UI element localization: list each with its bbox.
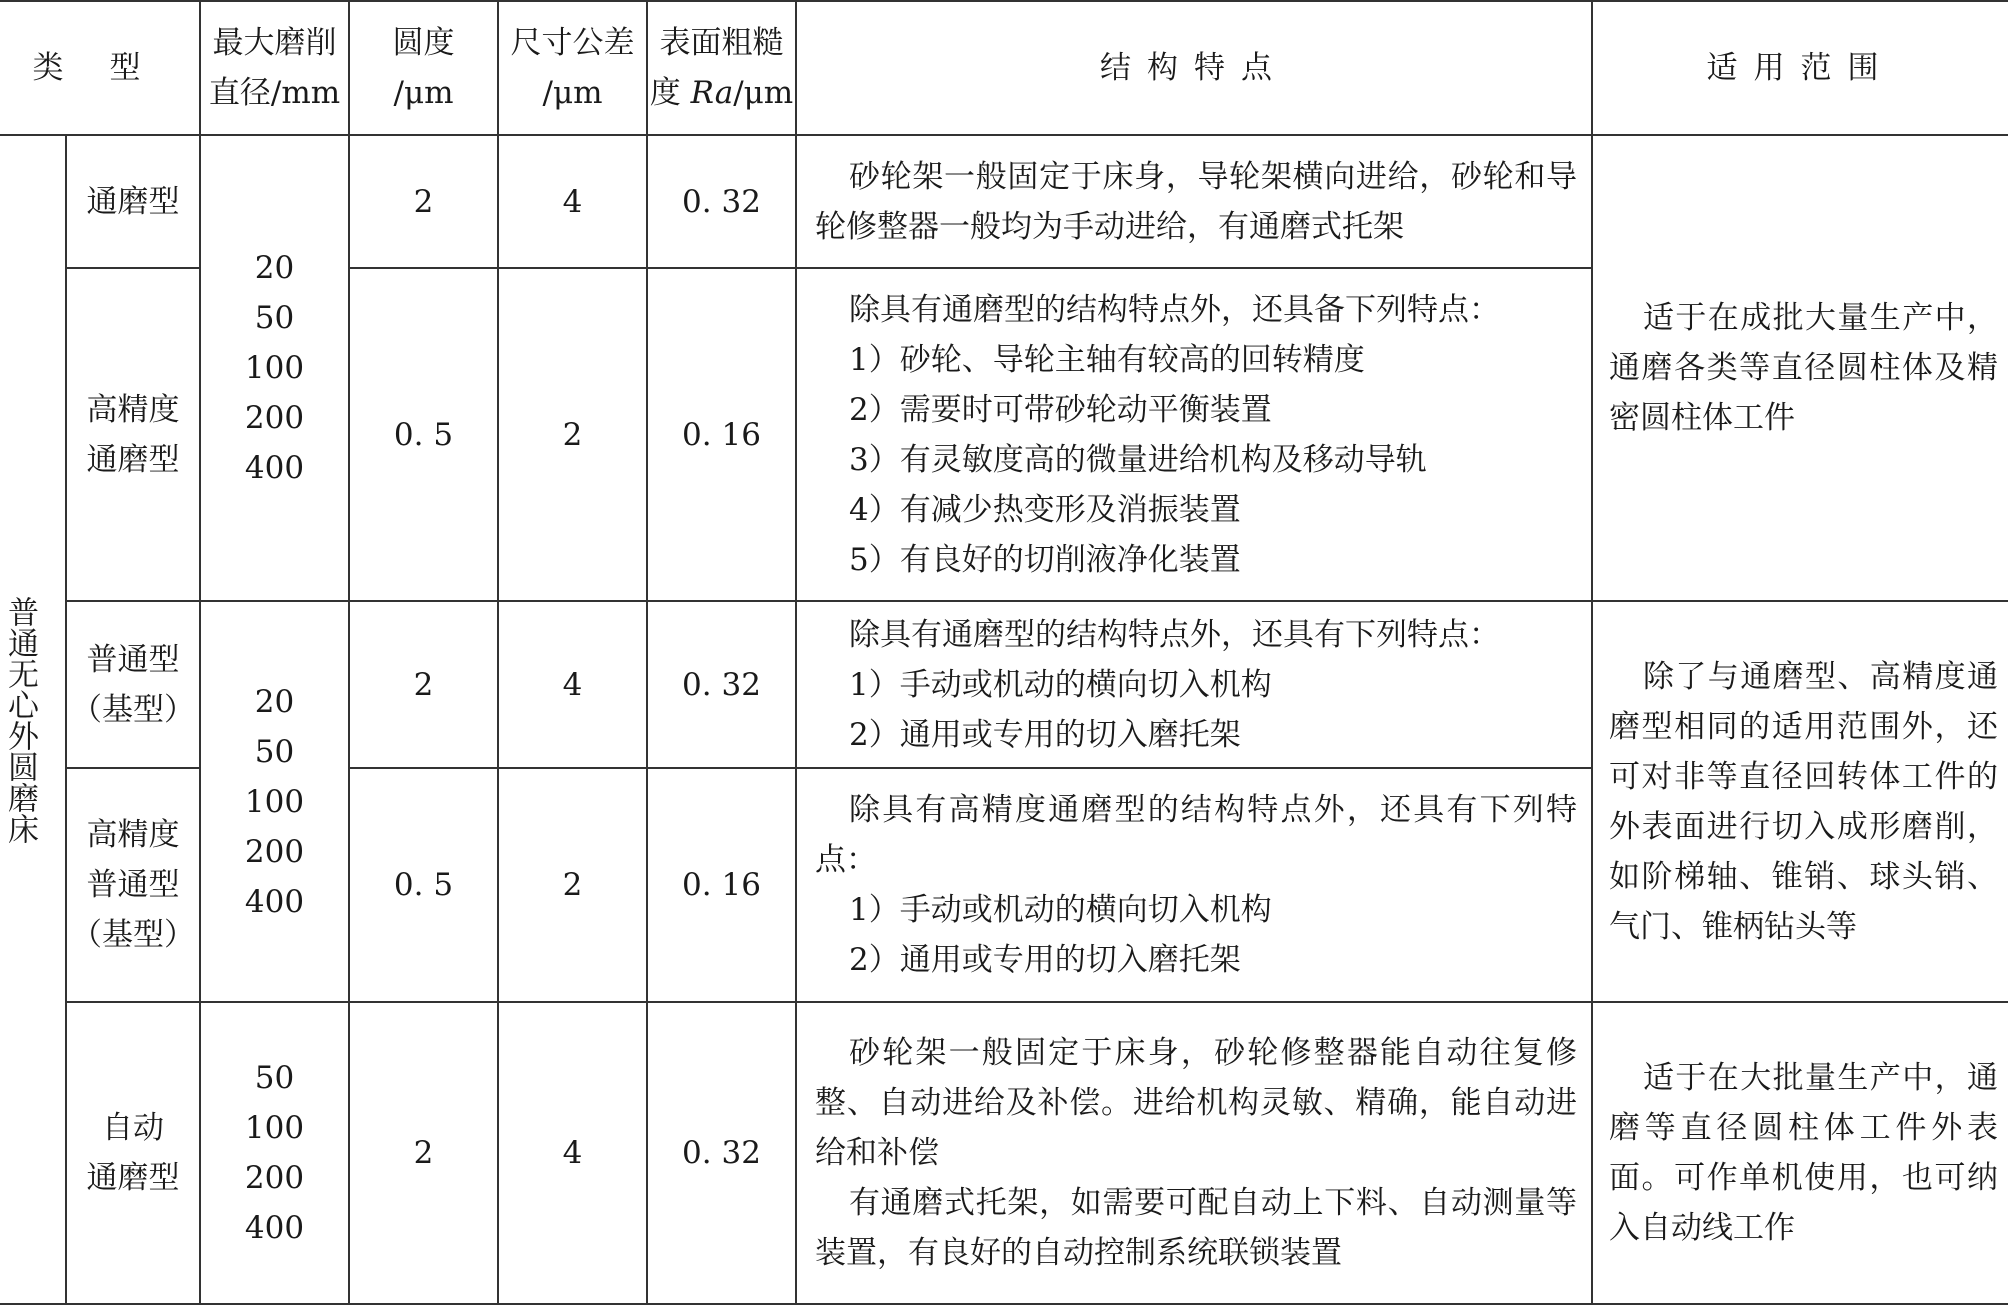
features-list-item: 3）有灵敏度高的微量进给机构及移动导轨	[849, 441, 1427, 478]
diameter-value: 200	[244, 833, 305, 870]
header-roughness-prefix: 度	[649, 75, 691, 111]
diameter-value: 400	[244, 450, 305, 486]
subtype-line: 普通型	[86, 867, 180, 903]
features-cell	[796, 135, 1592, 268]
roundness-cell: 0. 5	[349, 768, 498, 1002]
header-roundness-line1: 圆度	[392, 25, 455, 61]
diameter-value: 100	[244, 350, 305, 386]
roughness-cell: 0. 16	[647, 768, 796, 1002]
roughness-cell: 0. 16	[647, 268, 796, 601]
tolerance-cell: 2	[498, 268, 647, 601]
header-type-label: 类型	[32, 50, 187, 86]
header-tolerance-line1: 尺寸公差	[510, 25, 635, 61]
subtype-line: 通磨型	[86, 183, 180, 220]
features-paragraph: 除具有高精度通磨型的结构特点外，还具有下列特点：	[815, 792, 1577, 878]
subtype-line: 高精度	[86, 817, 180, 853]
diameter-value: 100	[244, 1110, 305, 1146]
diameter-value: 400	[244, 1210, 305, 1246]
features-list-item: 1）砂轮、导轮主轴有较高的回转精度	[849, 341, 1365, 378]
features-paragraph: 砂轮架一般固定于床身，砂轮修整器能自动往复修整、自动进给及补偿。进给机构灵敏、精确，能自动进给和补偿	[815, 1035, 1577, 1171]
table-row	[0, 601, 2008, 768]
features-list-item: 4）有减少热变形及消振装置	[849, 491, 1241, 528]
diameter-value: 400	[244, 883, 305, 920]
header-type	[0, 1, 200, 135]
category-label: 普通无心外圆磨床	[2, 595, 38, 844]
features-list-item: 2）需要时可带砂轮动平衡装置	[849, 391, 1272, 428]
features-cell	[796, 1002, 1592, 1304]
diameter-value: 50	[254, 1060, 295, 1096]
features-cell	[796, 601, 1592, 768]
diameter-value: 50	[254, 300, 295, 336]
roughness-cell: 0. 32	[647, 1002, 796, 1304]
subtype-line: 普通型	[86, 641, 180, 678]
subtype-line: （基型）	[71, 691, 195, 728]
features-paragraph: 砂轮架一般固定于床身，导轮架横向进给，砂轮和导轮修整器一般均为手动进给，有通磨式托架	[815, 158, 1577, 245]
scope-text: 适于在大批量生产中，通磨等直径圆柱体工件外表面。可作单机使用，也可纳入自动线工作	[1609, 1060, 1998, 1246]
table-row	[0, 1002, 2008, 1304]
max-diameter-cell	[200, 1002, 349, 1304]
roughness-cell: 0. 32	[647, 135, 796, 268]
diameter-value: 100	[244, 783, 305, 820]
subtype-line: （基型）	[71, 917, 195, 953]
scope-text: 适于在成批大量生产中，通磨各类等直径圆柱体及精密圆柱体工件	[1609, 300, 1998, 436]
roundness-cell: 0. 5	[349, 268, 498, 601]
subtype-line: 自动	[102, 1110, 164, 1146]
scope-cell	[1592, 135, 2008, 601]
features-cell	[796, 768, 1592, 1002]
diameter-value: 50	[254, 733, 295, 770]
tolerance-cell: 2	[498, 768, 647, 1002]
max-diameter-cell	[200, 601, 349, 1002]
diameter-value: 200	[244, 400, 305, 436]
header-max-diameter-line1: 最大磨削	[212, 25, 337, 61]
header-scope	[1592, 1, 2008, 135]
roundness-cell: 2	[349, 135, 498, 268]
features-list-item: 1）手动或机动的横向切入机构	[849, 666, 1272, 703]
diameter-value: 20	[254, 250, 295, 286]
table-body	[0, 135, 2008, 1304]
header-max-diameter-line2: 直径/mm	[208, 75, 341, 111]
category-cell	[0, 135, 66, 1304]
subtype-cell	[66, 135, 200, 268]
subtype-line: 高精度	[86, 391, 180, 428]
roundness-cell: 2	[349, 1002, 498, 1304]
scope-text: 除了与通磨型、高精度通磨型相同的适用范围外，还可对非等直径回转体工件的外表面进行切入成形磨削，如阶梯轴、锥销、球头销、气门、锥柄钻头等	[1609, 658, 1998, 945]
tolerance-cell: 4	[498, 601, 647, 768]
roundness-cell: 2	[349, 601, 498, 768]
scope-cell	[1592, 601, 2008, 1002]
subtype-cell	[66, 1002, 200, 1304]
max-diameter-cell	[200, 135, 349, 601]
features-list-item: 5）有良好的切削液净化装置	[849, 541, 1241, 578]
features-list-item: 1）手动或机动的横向切入机构	[849, 892, 1272, 928]
header-scope-label: 适用范围	[1706, 50, 1895, 86]
features-paragraph: 有通磨式托架，如需要可配自动上下料、自动测量等装置，有良好的自动控制系统联锁装置	[815, 1185, 1577, 1271]
header-max-diameter	[200, 1, 349, 135]
subtype-cell	[66, 768, 200, 1002]
scope-cell	[1592, 1002, 2008, 1304]
subtype-line: 通磨型	[86, 1160, 180, 1196]
table-row	[0, 135, 2008, 268]
features-paragraph: 除具有通磨型的结构特点外，还具有下列特点：	[849, 616, 1500, 653]
header-tolerance	[498, 1, 647, 135]
header-features	[796, 1, 1592, 135]
features-paragraph: 除具有通磨型的结构特点外，还具备下列特点：	[849, 291, 1500, 328]
roughness-cell: 0. 32	[647, 601, 796, 768]
features-cell	[796, 268, 1592, 601]
header-features-label: 结构特点	[1100, 50, 1288, 86]
tolerance-cell: 4	[498, 1002, 647, 1304]
features-list-item: 2）通用或专用的切入磨托架	[849, 716, 1241, 753]
header-roughness	[647, 1, 796, 135]
tolerance-cell: 4	[498, 135, 647, 268]
header-roughness-line1: 表面粗糙	[659, 25, 784, 61]
subtype-cell	[66, 601, 200, 768]
header-roughness-ra: Ra	[690, 75, 734, 111]
diameter-value: 200	[244, 1160, 305, 1196]
header-roughness-unit: /μm	[733, 75, 794, 111]
diameter-value: 20	[254, 683, 295, 720]
header-roundness-line2: /μm	[393, 75, 454, 111]
header-roundness	[349, 1, 498, 135]
header-row	[0, 1, 2008, 135]
header-tolerance-line2: /μm	[542, 75, 603, 111]
subtype-line: 通磨型	[86, 441, 180, 478]
subtype-cell	[66, 268, 200, 601]
features-list-item: 2）通用或专用的切入磨托架	[849, 942, 1241, 978]
header-roughness-line2	[648, 68, 795, 118]
